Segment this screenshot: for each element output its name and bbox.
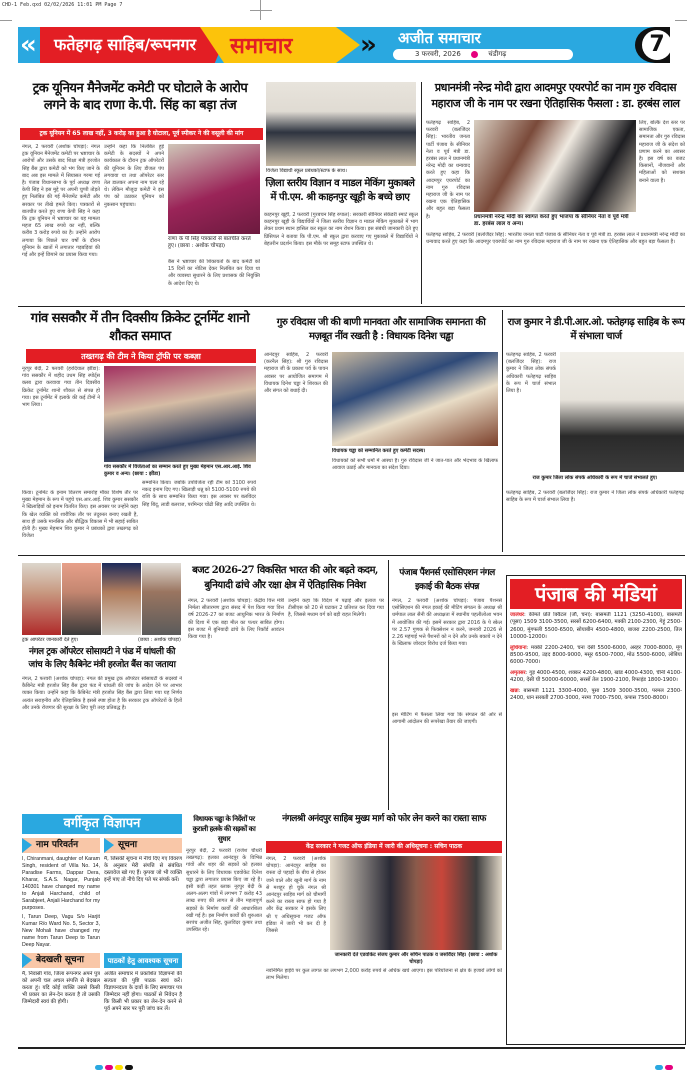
registration-mark: [260, 0, 261, 20]
section-divider: [18, 306, 685, 307]
truck-society-body: नंगल, 2 फरवरी (अशोक चोपड़ा): नंगल की प्रमुख ट्रक ऑपरेटर सोसायटी के सदस्यों ने कैबिनेट मंत्री हरजोत सिंह बैंस द्वारा फंड में धांधली की जांच के आदेश देने पर आभार व्यक्त किया। उन्होंने कहा कि कैबिनेट मंत्री हरजोत सिंह बैंस द्वारा लिया गया यह निर्णय अत्यंत सराहनीय और ऐतिहासिक है इससे स्पष्ट होता है कि सरकार ट्रक ऑपरेटरों के हितों और उनके रोजगार की सुरक्षा के लिए पूरी तरह प्रतिबद्ध है।: [22, 676, 182, 711]
ravidas-body-col2: विधायकों को सभी धर्मों में आस्था है। गुरु रविदास जी ने जात-पात और भेदभाव के खिलाफ आवाज उठाई और मानवता का संदेश दिया।: [332, 458, 498, 472]
footer-rule: [18, 1047, 685, 1049]
budget-body-col2: उन्होंने कहा कि विदेश में पढ़ाई और इलाज पर टीसीएस को 20 से घटाकर 2 प्रतिशत कर दिया गया है, जिससे मध्यम वर्ग को बड़ी राहत मिलेगी।: [288, 598, 384, 619]
pensioners-body-col2: इस मीटिंग में फैसला लिया गया कि संगठन की ओर से आगामी आंदोलन की रूपरेखा तैयार की जाएगी।: [392, 712, 502, 726]
section-title: फतेहगढ़ साहिब/रूपनगर: [54, 35, 197, 54]
color-registration-bar: [95, 1055, 135, 1074]
mandi-entry: लुधियाना: मक्की 2200-2400, चना देसी 5500-6000, अरहर 7000-8000, मूंग 8500-9500, उड़द 8000-9000, मसूर 6500-7000, मोठ 5500-6000, लोबिया 6000-7000।: [510, 644, 682, 666]
name-change-ad-2: I, Tarun Deep, Vagu S/o Harjit Kumar R/o Ward No. 5, Sector 3, New Mohali have changed my name from Tarun Deep to Tarun Deep Nayar.: [22, 914, 100, 948]
budget-headline: बजट 2026-27 विकसित भारत की ओर बढ़ते कदम, बुनियादी ढांचे और रक्षा क्षेत्र में ऐतिहासिक निवेश: [192, 565, 378, 591]
dot-icon: [471, 51, 478, 58]
rana-kp-singh-photo: [168, 144, 260, 234]
bedakhli-header: बेदखली सूचना: [22, 953, 100, 968]
science-fair-headline: ज़िला स्तरीय विज्ञान व माडल मेकिंग मुकाबले में पी.एम. श्री काहनपुर खूही के बच्चे छाए: [265, 178, 415, 203]
page-number: 7: [642, 30, 670, 60]
classifieds-title: वर्गीकृत विज्ञापन: [22, 814, 182, 834]
column-divider: [388, 560, 389, 810]
modi-airport-headline: प्रधानमंत्री नरेन्द्र मोदी द्वारा आदमपुर एयरपोर्ट का नाम गुरु रविदास महाराज जी के नाम पर रखना ऐतिहासिक फैसला : डा. हरबंस लाल: [431, 81, 680, 110]
truck-union-body-col3: बैंस ने भ्रष्टाचार की शिकायतों के बाद कमेटी को 15 दिनों का नोटिस देकर निलंबित कर दिया था और व्यवस्था सुधारने के लिए प्रशासक की नियुक्ति के आदेश दिए थे।: [168, 259, 260, 287]
truck-society-headline: नंगल ट्रक ऑपरेटर सोसायटी ने फंड में धांधली की जांच के लिए कैबिनेट मंत्री हरजोत बैंस का जताया: [28, 647, 176, 670]
kurali-roads-headline: विधायक चड्ढा के निर्देशों पर कुराली हलके की सड़कों का सुधार: [192, 814, 256, 843]
cricket-photo: [104, 366, 256, 462]
truck-union-headline: ट्रक यूनियन मैनेजमेंट कमेटी पर घोटाले के आरोप लगने के बाद राणा के.पी. सिंह का बड़ा तंज: [32, 81, 248, 113]
notice-ad: मैं, जिसकी सूचना में नीचे दिए गए विवरण के अनुसार मेरी संपत्ति से संबंधित दस्तावेज खो गए हैं। कृपया जो भी व्यक्ति इन्हें पाए तो नीचे दिए पते पर संपर्क करें।: [104, 856, 182, 883]
mandi-entry: खन्ना: बासमती 1121 3300-4000, पूसा 1509 3000-3500, परमल 2300-2400, धान सरबती 2700-3000, नरमा 7000-7500, कपास 7500-8000।: [510, 687, 682, 702]
brand-name: अजीत समाचार: [398, 29, 481, 47]
anandpur-road-headline: नंगलश्री अनंदपुर साहिब मुख्य मार्ग को फोर लेन करने का रास्ता साफ: [282, 814, 486, 824]
crop-mark: [0, 20, 12, 21]
modi-airport-photo: [474, 120, 636, 212]
mandi-title: पंजाब की मंडियां: [510, 579, 682, 609]
issue-city: चंडीगढ़: [488, 50, 507, 58]
chevron-right-icon: »: [360, 30, 377, 60]
name-change-header: नाम परिवर्तन: [22, 838, 100, 853]
mandi-box: [506, 575, 686, 1045]
ravidas-photo-caption: विधायक चड्ढा को सम्मानित करते हुए कमेटी सदस्य।: [332, 448, 426, 454]
cricket-body-col2: किया। टूर्नामेंट के इनाम वितरण समारोह मौका विशेष तौर पर मुख्य मेहमान के रूप में पहुंचे एस.आर.आई. शिव कुमार ससकौर ने खिलाड़ियों को इनाम वितरित किए। इस अवसर पर उन्होंने कहा कि खेल व्यक्ति को शारीरिक तौर पर तंदुरुस्त बनाए रखती है, साथ ही उसके मानसिक और बौद्धिक विकास में भी सहाई साबित होती है। मुख्य मेहमान शिव कुमार ने प्रबंधकों द्वारा तख्तगढ़ को विजेता: [22, 490, 138, 540]
section-divider: [18, 555, 685, 556]
column-divider: [502, 310, 503, 552]
operator-photo-3: [102, 563, 141, 635]
raj-kumar-photo: [560, 352, 684, 472]
column-divider: [421, 82, 422, 304]
registration-mark: [250, 10, 272, 11]
truck-society-photo-caption: ट्रक आपरेटर जानकारी देते हुए।: [22, 637, 79, 643]
raj-kumar-body-col2: फतेहगढ़ साहिब, 2 फरवरी (बलजिंदर सिंह): राज कुमार ने जिला लोक संपर्क अधिकारी फतेहगढ़ साहिब के रूप में चार्ज संभाल लिया है।: [506, 490, 684, 504]
modi-airport-photo-caption: प्रधानमंत्री नरेन्द्र मोदी का स्वागत करते हुए भाजपा के सीनियर नेता व पूर्व मंत्री डा. हरबंस लाल व अन्य।: [474, 214, 629, 227]
raj-kumar-photo-caption: राज कुमार जिला लोक संपर्क अधिकारी के रूप में चार्ज संभालते हुए।: [532, 475, 658, 481]
ravidas-body: आनंदपुर साहिब, 2 फरवरी (करनैल सिंह): श्री गुरु रविदास महाराज जी के प्रकाश पर्व के पावन अवसर पर आयोजित समागम में विधायक दिनेश चड्ढा ने शिरकत की और संगत को बधाई दी।: [264, 352, 328, 395]
truck-union-body-col2: उन्होंने कहा कि निलंबित हुई कमेटी के सदस्यों ने अपने कार्यकाल के दौरान ट्रक ऑपरेटरों की यूनियन के लिए डीजल पंप लगवाया था तथा ऑपरेटर स्तर तेल डालकर अपना नाम चला रहे थे। लेकिन मौजूदा कमेटी ने इस पंप को उठाकर यूनियन को नुकसान पहुंचाया।: [104, 144, 164, 208]
readers-notice-header: पाठकों हेतु आवश्यक सूचना: [104, 953, 182, 968]
truck-union-photo-caption: राणा के पी सिंह पत्रकारों से बातचीत करते हुए। (छाया : अशोक चोपड़ा): [168, 236, 251, 249]
operator-photo-1: [22, 563, 61, 635]
anandpur-road-photo-caption: जानकारी देते एडवोकेट संजय कुमार और सचिन पाठक व जसविंदर सिंह। (छाया : अशोक चोपड़ा): [334, 952, 498, 964]
modi-airport-body-col2: फतेहगढ़ साहिब, 2 फरवरी (बलजिंदर सिंह): भारतीय जनता पार्टी पंजाब के सीनियर नेता व पूर्व मंत्री डा. हरबंस लाल ने प्रधानमंत्री नरेन्द्र मोदी का धन्यवाद करते हुए कहा कि आदमपुर एयरपोर्ट का नाम गुरु रविदास महाराज जी के नाम पर रखना एक ऐतिहासिक और बहुत बड़ा फैसला है।: [426, 232, 685, 246]
truck-union-body: नंगल, 2 फरवरी (अशोक चोपड़ा): नंगल ट्रक यूनियन मैनेजमेंट कमेटी पर भ्रष्टाचार के आरोपों और उसके बाद शिक्षा मंत्री हरजोत सिंह बैंस द्वारा कमेटी को भंग किए जाने के बाद अब इस मामले में सियासत गरमा गई है। पंजाब विधानसभा के पूर्व अध्यक्ष राणा केपी सिंह ने इस मुद्दे पर अपनी चुप्पी तोड़ते हुए निलंबित की गई मैनेजमेंट कमेटी और सरकार पर तीखे हमले किए। पत्रकारों से बातचीत करते हुए राणा केपी सिंह ने कहा कि ट्रक यूनियन में भ्रष्टाचार का यह मामला महज 65 लाख रुपये का नहीं, बल्कि करीब 3 करोड़ रुपये का है। उन्होंने आरोप लगाया कि पिछले चार वर्षों के दौरान यूनियन के खातों में लगातार गड़बड़ियां की गई और इन्हें छिपाने का प्रयास किया गया।: [22, 144, 100, 259]
color-registration-bar: [655, 1055, 675, 1074]
cricket-headline: गांव ससकौर में तीन दिवसीय क्रिकेट टूर्नामेंट शानो शौकत समाप्त: [30, 311, 250, 344]
ravidas-photo: [332, 352, 498, 446]
science-fair-photo-caption: विजेता विद्यार्थी स्कूल प्रबंधकों/स्टाफ के साथ।: [266, 168, 347, 174]
truck-society-photo-credit: (छाया : अशोक चोपड़ा): [138, 637, 181, 643]
mandi-entry: जालंधर: कीमतें प्रति क्विंटल (जौ, चना): बासमती 1121 (3250-4100), बासमती (पूसा) 1509 3100-3500, सरसों 6200-6400, मक्की 2100-2300, गेहूं 2500-2600, मूंगफली 5500-6500, सोयाबीन 4500-4800, बाजरा 2200-2500, तिल 10000-12000।: [510, 612, 682, 641]
anandpur-road-body: नंगल, 2 फरवरी (अशोक चोपड़ा): आनंदपुर साहिब का रास्ता दो पहाड़ों के बीच से होकर जाने वाले और खूनी मार्ग के नाम से मशहूर हो चुके नंगल श्री आनंदपुर साहिब मार्ग को चौमार्गी करने का रास्ता साफ हो गया है और केंद्र सरकार ने इसके लिए श्री ए अधिसूचना गजट ऑफ इंडिया में जारी भी कर दी है जिससे: [266, 856, 326, 935]
cricket-photo-caption: गांव ससकौर में विजेताओं का सम्मान करते हुए मुख्य मेहमान एस.आर.आई. शिव कुमार व अन्य। (छाया : झींडा): [104, 464, 251, 477]
masthead: [18, 27, 670, 63]
budget-body: नंगल, 2 फरवरी (अशोक चोपड़ा): केंद्रीय वित्त मंत्री निर्मला सीतारमण द्वारा संसद में पेश किया गया वित्त वर्ष 2026-27 का बजट आधुनिक भारत के निर्माण की दिशा में एक बड़ा मील का पत्थर साबित होगा। इस बजट में बुनियादी ढांचे के लिए रिकॉर्ड आवंटन किया गया है।: [188, 598, 284, 641]
anandpur-road-subhead: केंद्र सरकार ने गजट ऑफ इंडिया में जारी की अधिसूचना : सचिन पाठक: [266, 841, 502, 853]
issue-date: 3 फरवरी, 2026: [415, 50, 461, 58]
ravidas-headline: गुरु रविदास जी की बाणी मानवता और सामाजिक समानता की मज़बूत नींव रखती है : विधायक दिनेश चड्ढा: [276, 317, 486, 342]
cricket-body: नूरपुर बेदी, 2 फरवरी (हरदियाल झींडा): गांव ससकौर में शहीद उधम सिंह स्पोर्ट्स क्लब द्वारा करवाया गया तीन दिवसीय क्रिकेट टूर्नामेंट शानो शौकत से संपन्न हो गया। इस टूर्नामेंट में इलाके की कई टीमों ने भाग लिया।: [22, 366, 100, 409]
anandpur-road-body-col2: नवनिर्मित हाईवे पर कुल लागत का लगभग 2,000 करोड़ रुपये से अधिक खर्च आएगा। इस परियोजना से क्षेत्र के हजारों लोगों को लाभ मिलेगा।: [266, 968, 502, 982]
cricket-body-col3: सम्मानित किया। जबकि उपविजेता रही टीम को 3100 रुपये नकद इनाम दिए गए। खिलाड़ी धन्नू को 5100-5100 रुपये की राशि के साथ सम्मानित किया गया। इस अवसर पर बलविंदर सिंह बिंदू, लाडी बलराज, परमिन्दर चोंढी सिंह आदि उपस्थित थे।: [142, 480, 256, 508]
notice-header: सूचना: [104, 838, 182, 853]
pensioners-body: नंगल, 2 फरवरी (अशोक चोपड़ा): पंजाब पैंशनर्स एसोसिएशन की नंगल इकाई की मीटिंग संगठन के अध्यक्ष श्री धर्मपाल लाल सैनी की अध्यक्षता में स्थानीय पहलीलोआ भवन में आयोजित की गई। इसमें सरकार द्वारा 2016 के पे स्केल पर 2.57 गुणक से फिक्सेशन न करने, जनवरी 2026 से 2.26 महंगाई भत्ते पैंशनरों को न देने और उनके बकाये न देने के खिलाफ जोरदार विरोध दर्ज किया गया।: [392, 598, 502, 648]
truck-union-subhead: ट्रक यूनियन में 65 लाख नहीं, 3 करोड़ का हुआ है घोटाला, पूर्व स्पीकर ने की वसूली की मांग: [20, 128, 263, 140]
section-label: समाचार: [230, 33, 293, 59]
modi-airport-body-col3: लिए, बल्कि देश स्तर पर सामाजिक एकता, समानता और गुरु रविदास महाराज जी के संदेश को प्रणाम करने का अवसर है। इस वर्ष का बजट किसानों, नौजवानों और महिलाओं को सशक्त बनाने वाला है।: [639, 120, 685, 184]
cricket-subhead: तख्तगढ़ की टीम ने किया ट्रॉफी पर कब्ज़ा: [26, 349, 256, 363]
modi-airport-body: फतेहगढ़ साहिब, 2 फरवरी (बलजिंदर सिंह): भारतीय जनता पार्टी पंजाब के सीनियर नेता व पूर्व मंत्री डा. हरबंस लाल ने प्रधानमंत्री नरेन्द्र मोदी का धन्यवाद करते हुए कहा कि आदमपुर एयरपोर्ट का नाम गुरु रविदास महाराज जी के नाम पर रखना एक ऐतिहासिक और बहुत बड़ा फैसला है।: [426, 120, 470, 220]
kurali-roads-body: नूरपुर बेदी, 2 फरवरी (राजेश चौधरी तख्तगढ़): हलका आनंदपुर के विभिन्न गांवों और शहर की सड़कों को हलका सुधारने के लिए विधायक एडवोकेट दिनेश चड्ढा द्वारा लगातार प्रयास किए जा रहे हैं। इसी कड़ी तहत ब्लाक नूरपुर बेदी के अलग-अलग गांवों में लगभग 7 करोड़ 43 लाख रुपए की लागत से तीन महत्वपूर्ण सड़कों के निर्माण कार्यों की आधारशिला रखी गई है। इस निर्माण कार्यों की शुरुआत सरपंच अजीत सिंह, कुलविंदर कुमार तथा उपस्थित रहे।: [186, 848, 262, 934]
crop-mark: [675, 20, 687, 21]
bedakhli-ad: मैं, निवासी गांव, जिला रूपनगर अपने पुत्र को अपनी चल अचल संपत्ति से बेदखल करता हूं। यदि कोई व्यक्ति उससे किसी भी प्रकार का लेन-देन करता है तो उसकी जिम्मेदारी स्वयं की होगी।: [22, 971, 100, 1005]
chevron-left-icon: «: [20, 30, 37, 60]
raj-kumar-body: फतेहगढ़ साहिब, 2 फरवरी (बलजिंदर सिंह): राज कुमार ने जिला लोक संपर्क अधिकारी फतेहगढ़ साहिब के रूप में चार्ज संभाल लिया है।: [506, 352, 556, 395]
pensioners-headline: पंजाब पैंशनर्स एसोसिएशन नंगल इकाई की बैठक संपन्न: [399, 568, 495, 592]
mandi-entry: अमृतसर: गुड़ 4000-4500, शक्कर 4200-4800, खांड 4000-4300, चीनी 4100-4200, देसी घी 50000-60000, सरसों तेल 1900-2100, रिफाइंड 1800-1900।: [510, 669, 682, 684]
operator-photo-4: [142, 563, 181, 635]
readers-notice-text: अजीत समाचार में प्रकाशित विज्ञापनों की सत्यता की पुष्टि पाठक स्वयं करें। विज्ञापनदाता के दावों के लिए समाचार पत्र जिम्मेदार नहीं होगा। पाठकों से निवेदन है कि किसी भी प्रकार का लेन-देन करने से पूर्व अपने स्तर पर पूरी जांच कर लें।: [104, 971, 182, 1012]
science-fair-photo: [266, 82, 416, 166]
raj-kumar-headline: राज कुमार ने डी.पी.आर.ओ. फतेहगढ़ साहिब के रूप में संभाला चार्ज: [507, 317, 685, 342]
name-change-ad-1: I, Chiranmani, daughter of Karam Singh, resident of Villa No. 14, Paradise Farms, Dappar Dera, Kharar, S.A.S. Nagar, Punjab 140301 have changed my name to Anjali Harchand, child of Sarabjeet, Anjali Harchand for my purposes.: [22, 856, 100, 911]
operator-photo-2: [62, 563, 101, 635]
date-bar: [393, 49, 573, 60]
science-fair-body: काहनपुर खूही, 2 फरवरी (गुरबचन सिंह रुपाल): सरकारी सीनियर सेकेंडरी स्मार्ट स्कूल काहनपुर खूही के विद्यार्थियों ने जिला स्तरीय विज्ञान व माडल मेकिंग मुकाबले में भाग लेकर प्रथम स्थान हासिल कर स्कूल का नाम रोशन किया। इस संबंधी जानकारी देते हुए प्रिंसिपल ने बताया कि पी.एम. श्री स्कूल द्वारा करवाए गए मुकाबले में विद्यार्थियों ने बेहतरीन प्रदर्शन किया। इस मौके पर समूह स्टाफ उपस्थित थे।: [264, 212, 418, 247]
print-slug: CHD-1 Feb.qxd 02/02/2026 11:01 PM Page 7: [2, 2, 123, 8]
anandpur-road-photo: [330, 856, 502, 950]
